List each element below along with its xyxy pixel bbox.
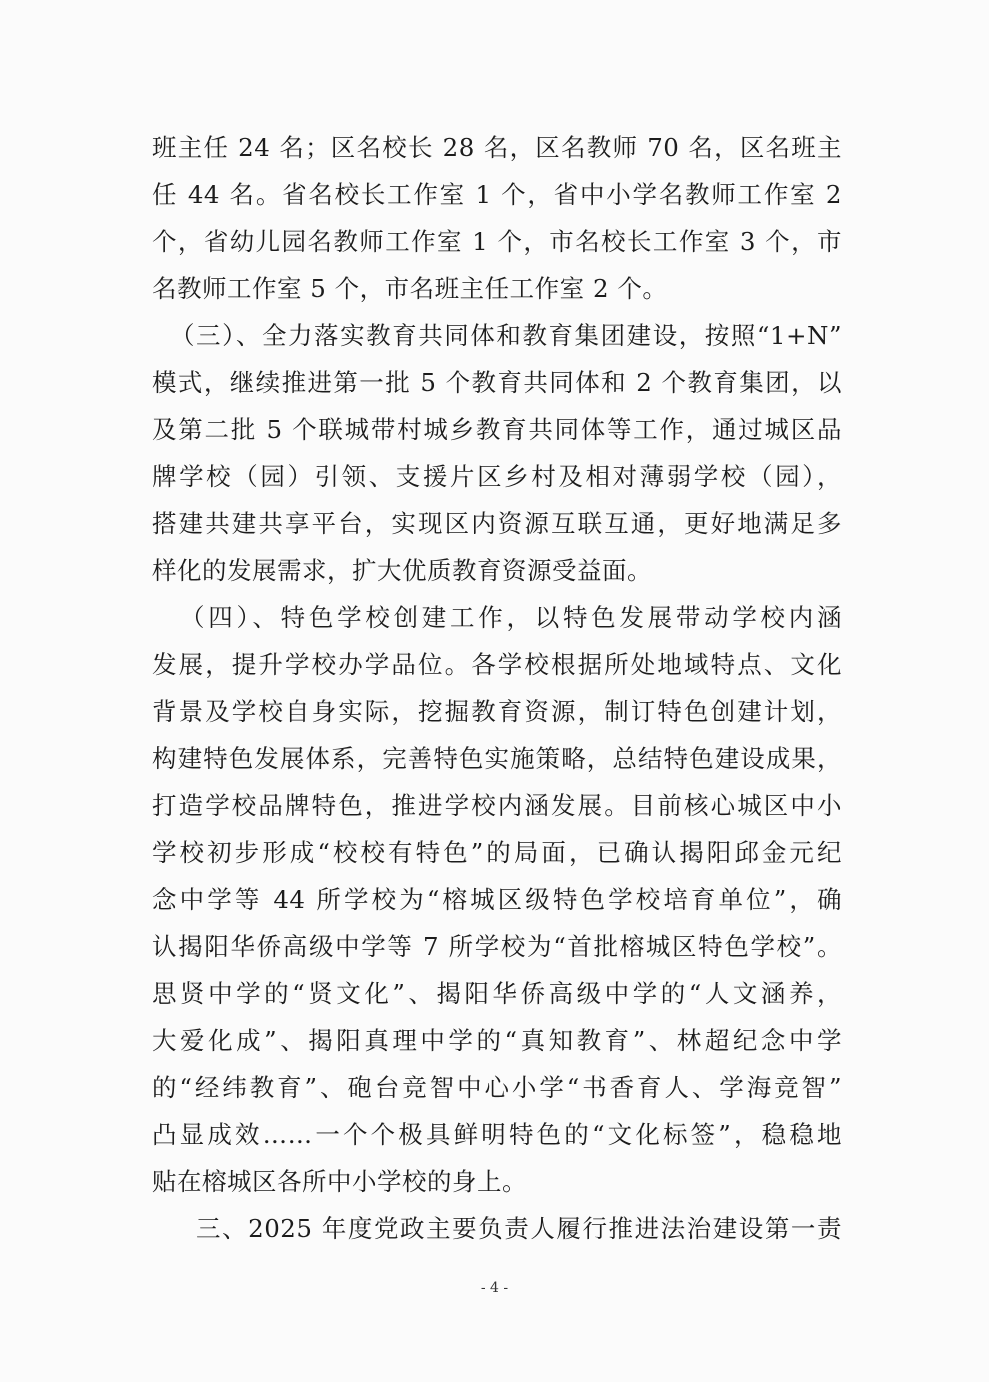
text-line: 贴在榕城区各所中小学校的身上。: [152, 1167, 527, 1196]
text-line: 念中学等 44 所学校为“榕城区级特色学校培育单位”，确: [152, 885, 842, 914]
text-line: 大爱化成”、揭阳真理中学的“真知教育”、林超纪念中学: [152, 1026, 842, 1055]
text-line: 思贤中学的“贤文化”、揭阳华侨高级中学的“人文涵养，: [152, 979, 842, 1008]
text-line: 打造学校品牌特色，推进学校内涵发展。目前核心城区中小: [152, 791, 842, 820]
section-heading: 三、2025 年度党政主要负责人履行推进法治建设第一责: [196, 1214, 842, 1243]
section-4-first-line: （四）、特色学校创建工作，以特色发展带动学校内涵: [180, 603, 842, 632]
document-body: [152, 124, 842, 1252]
text-line: 样化的发展需求，扩大优质教育资源受益面。: [152, 556, 652, 585]
text-line: 任 44 名。省名校长工作室 1 个，省中小学名教师工作室 2: [152, 180, 842, 209]
section-3-first-line: （三）、全力落实教育共同体和教育集团建设，按照“1+N”: [170, 321, 842, 350]
page-number: - 4 -: [480, 1280, 509, 1296]
text-line: 凸显成效……一个个极具鲜明特色的“文化标签”，稳稳地: [152, 1120, 842, 1149]
text-line: 的“经纬教育”、砲台竞智中心小学“书香育人、学海竞智”: [152, 1073, 842, 1102]
text-line: 班主任 24 名；区名校长 28 名，区名教师 70 名，区名班主: [152, 133, 842, 162]
text-line: 认揭阳华侨高级中学等 7 所学校为“首批榕城区特色学校”。: [152, 932, 842, 961]
text-line: 搭建共建共享平台，实现区内资源互联互通，更好地满足多: [152, 509, 842, 538]
text-line: 名教师工作室 5 个，市名班主任工作室 2 个。: [152, 274, 668, 303]
text-line: 背景及学校自身实际，挖掘教育资源，制订特色创建计划，: [152, 697, 842, 726]
text-line: 构建特色发展体系，完善特色实施策略，总结特色建设成果，: [152, 744, 842, 773]
text-line: 发展，提升学校办学品位。各学校根据所处地域特点、文化: [152, 650, 842, 679]
text-line: 牌学校（园）引领、支援片区乡村及相对薄弱学校（园），: [152, 462, 842, 491]
text-line: 学校初步形成“校校有特色”的局面，已确认揭阳邱金元纪: [152, 838, 842, 867]
text-line: 及第二批 5 个联城带村城乡教育共同体等工作，通过城区品: [152, 415, 842, 444]
text-line: 个，省幼儿园名教师工作室 1 个，市名校长工作室 3 个，市: [152, 227, 842, 256]
text-line: 模式，继续推进第一批 5 个教育共同体和 2 个教育集团，以: [152, 368, 842, 397]
